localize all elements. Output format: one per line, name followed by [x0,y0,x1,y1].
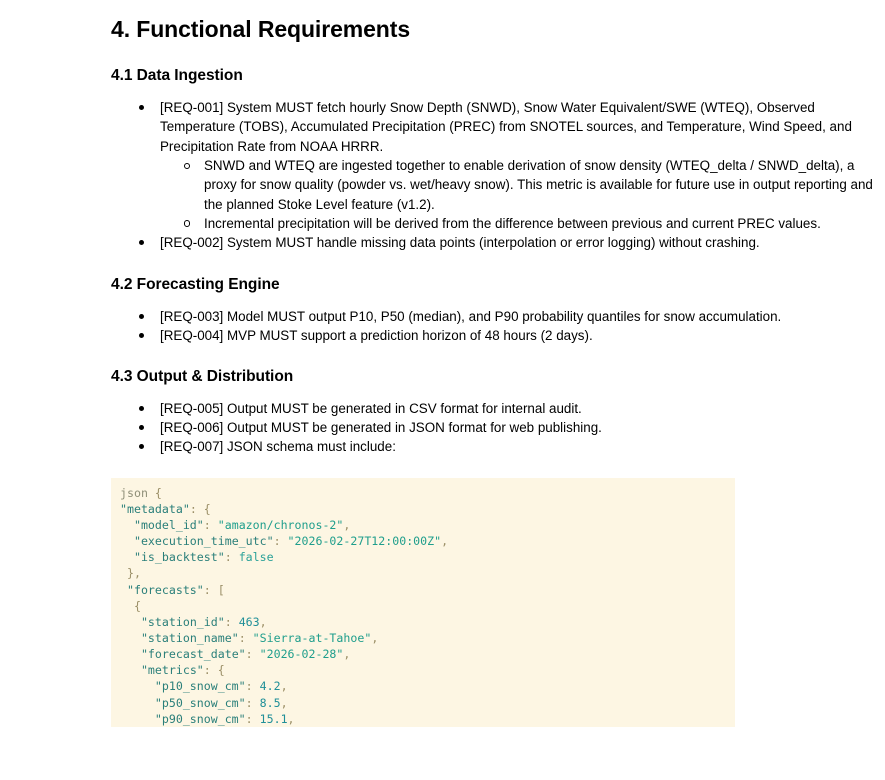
requirement-text: [REQ-007] JSON schema must include: [160,439,396,455]
sub-requirement-text: Incremental precipitation will be derived from the difference between previous and current PREC values. [204,215,821,231]
code-token-key: "execution_time_utc" [133,534,274,549]
code-token-punct: : [245,679,260,694]
requirement-text: [REQ-006] Output MUST be generated in JSON format for web publishing. [160,420,602,436]
list-item [160,156,885,214]
code-token-str: "2026-02-28" [259,647,344,662]
code-token-key: "model_id" [133,518,204,533]
code-token-punct [120,534,134,548]
code-line [111,582,735,598]
code-token-punct [120,712,155,726]
code-token-punct [120,583,127,597]
code-token-punct [120,679,155,693]
code-token-key: "station_name" [140,631,239,645]
code-token-punct: : [224,614,239,629]
code-token-punct [120,615,141,629]
code-token-key: "p10_snow_cm" [154,679,246,694]
code-token-punct [120,631,141,645]
requirement-text: [REQ-003] Model MUST output P10, P50 (median), and P90 probability quantiles for snow accumulation. [160,308,782,324]
requirements-list-4-2 [111,294,885,346]
requirement-text: [REQ-005] Output MUST be generated in CSV format for internal audit. [160,400,582,416]
list-item [111,418,885,437]
json-code-block[interactable] [111,478,735,727]
code-line [111,501,735,517]
bullet-icon [139,406,144,411]
list-item [111,233,885,252]
code-token-key: "metadata" [120,501,190,516]
bullet-icon [139,333,144,338]
bullet-icon [139,444,144,449]
bullet-icon [139,425,144,430]
code-line [111,598,735,614]
list-item [111,437,885,456]
code-line [111,549,735,565]
code-token-str: "amazon/chronos-2" [217,518,344,533]
code-token-lang: json [120,485,155,500]
sub-requirement-text: SNWD and WTEQ are ingested together to enable derivation of snow density (WTEQ_delta / SNWD_delta), a proxy for snow quality (powder vs. wet/heavy snow). This metric is available for future use in output reporting and the planned Stoke Level feature (v1.2). [204,158,873,212]
code-token-punct: }, [120,566,141,581]
code-token-str: "Sierra-at-Tahoe" [252,631,372,645]
list-item [160,214,885,233]
list-item [111,399,885,418]
list-item [111,98,885,233]
code-token-str: "2026-02-27T12:00:00Z" [287,534,442,549]
code-token-punct [120,696,155,710]
code-token-punct: , [343,518,351,533]
code-line [111,662,735,678]
code-token-punct: : [238,631,253,645]
code-token-punct: : [ [203,582,225,597]
code-token-punct: , [280,679,288,694]
code-token-key: "p90_snow_cm" [154,711,246,726]
code-token-punct: : [224,550,239,565]
code-line [111,565,735,581]
code-token-num: 463 [238,614,260,629]
requirement-text: [REQ-004] MVP MUST support a prediction horizon of 48 hours (2 days). [160,328,593,344]
code-token-num: 4.2 [259,679,281,694]
code-token-punct: , [287,711,295,726]
section-heading-4-2: 4.2 Forecasting Engine [111,275,280,293]
code-token-num: 8.5 [259,695,281,710]
code-token-punct: : { [189,501,211,516]
page-title: 4. Functional Requirements [111,16,411,42]
code-line [111,711,735,727]
hollow-bullet-icon [184,220,190,226]
code-token-punct [120,647,141,661]
bullet-icon [139,240,144,245]
section-heading-4-1: 4.1 Data Ingestion [111,66,243,84]
code-token-key: "is_backtest" [133,550,225,565]
code-token-punct: , [259,614,267,629]
code-token-key: "p50_snow_cm" [154,695,246,710]
code-token-bool: false [238,550,274,565]
sub-requirements-list [160,156,885,233]
code-line [111,533,735,549]
code-line [111,517,735,533]
code-token-punct: : [245,647,260,662]
list-item [111,307,885,326]
requirement-text: [REQ-001] System MUST fetch hourly Snow Depth (SNWD), Snow Water Equivalent/SWE (WTEQ), Observed Temperature (TOBS), Accumulated Precipitation (PREC) from SNOTEL sources, and Temperature, Wind Speed, and Precipitation Rate from NOAA HRRR. [160,100,852,154]
code-token-punct [120,518,134,532]
code-line [111,485,735,501]
code-token-punct: : { [203,663,225,678]
requirements-list-4-1 [111,85,885,252]
bullet-icon [139,105,144,110]
code-token-key: "forecasts" [126,582,204,597]
code-token-key: "metrics" [140,663,204,678]
code-token-punct: , [441,534,449,549]
code-token-key: "station_id" [140,614,225,629]
code-line [111,646,735,662]
list-item [111,326,885,345]
code-token-punct: { [120,598,141,613]
hollow-bullet-icon [184,163,190,169]
code-token-punct: , [371,631,379,645]
code-token-key: "forecast_date" [140,647,246,662]
code-token-punct: , [343,647,351,662]
code-token-punct [120,550,134,564]
code-token-punct: { [154,485,162,500]
code-line [111,678,735,694]
code-token-punct: : [245,711,260,726]
code-line [111,695,735,711]
bullet-icon [139,314,144,319]
code-line [111,630,735,646]
code-line [111,614,735,630]
code-token-punct: : [273,534,288,549]
code-token-num: 15.1 [259,711,288,726]
requirements-list-4-3 [111,387,885,457]
code-token-punct: : [245,695,260,710]
code-token-punct: : [203,518,218,533]
requirement-text: [REQ-002] System MUST handle missing data points (interpolation or error logging) without crashing. [160,235,760,251]
code-token-punct [120,663,141,677]
section-heading-4-3: 4.3 Output & Distribution [111,368,294,386]
code-token-punct: , [280,695,288,710]
